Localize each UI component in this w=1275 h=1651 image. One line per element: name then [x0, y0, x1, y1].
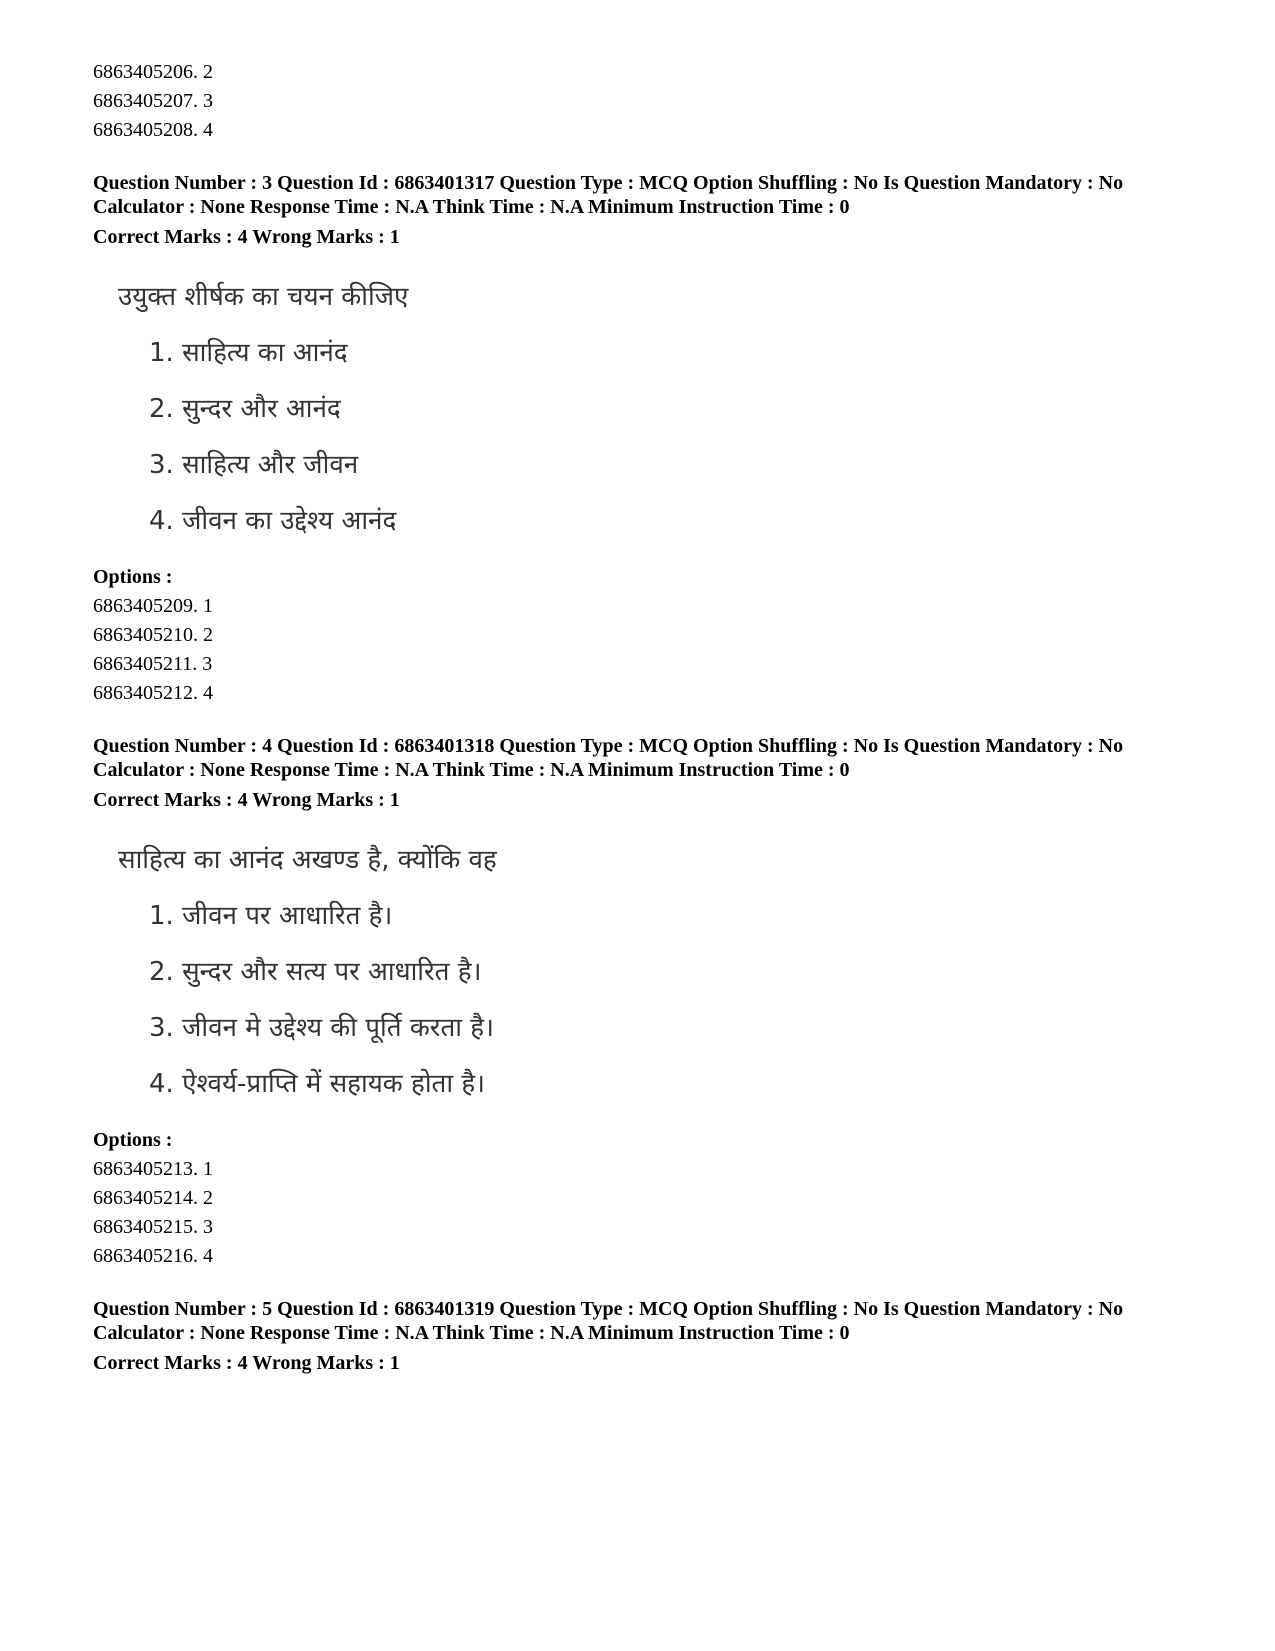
- choice-item: 4. ऐश्वर्य-प्राप्ति में सहायक होता है।: [149, 1069, 486, 1099]
- option-item: 6863405208. 4: [93, 119, 213, 141]
- question-content: [93, 279, 1203, 539]
- question-content: [93, 842, 1203, 1102]
- question-header-line2: Calculator : None Response Time : N.A Think Time : N.A Minimum Instruction Time : 0: [93, 1322, 850, 1344]
- document-page: [93, 58, 1203, 1377]
- choice-item: 1. साहित्य का आनंद: [149, 338, 348, 368]
- option-item: 6863405214. 2: [93, 1187, 213, 1209]
- choice-item: 2. सुन्दर और सत्य पर आधारित है।: [149, 957, 482, 987]
- choice-item: 1. जीवन पर आधारित है।: [149, 901, 393, 931]
- option-item: 6863405206. 2: [93, 61, 213, 83]
- question-header-line2: Calculator : None Response Time : N.A Think Time : N.A Minimum Instruction Time : 0: [93, 759, 850, 781]
- option-item: 6863405215. 3: [93, 1216, 213, 1238]
- question-stem: साहित्य का आनंद अखण्ड है, क्योंकि वह: [118, 845, 497, 875]
- question-header-line2: Calculator : None Response Time : N.A Think Time : N.A Minimum Instruction Time : 0: [93, 196, 850, 218]
- prev-options-list: [93, 58, 1203, 145]
- options-label: Options :: [93, 566, 173, 588]
- question-marks: Correct Marks : 4 Wrong Marks : 1: [93, 789, 400, 811]
- option-item: 6863405212. 4: [93, 682, 213, 704]
- option-item: 6863405207. 3: [93, 90, 213, 112]
- question-header-line1: Question Number : 4 Question Id : 6863401318 Question Type : MCQ Option Shuffling : No Is Question Mandatory : No: [93, 735, 1124, 757]
- question-header-line1: Question Number : 5 Question Id : 6863401319 Question Type : MCQ Option Shuffling : No Is Question Mandatory : No: [93, 1298, 1124, 1320]
- option-item: 6863405216. 4: [93, 1245, 213, 1267]
- choice-item: 3. जीवन मे उद्देश्य की पूर्ति करता है।: [149, 1013, 494, 1043]
- option-item: 6863405213. 1: [93, 1158, 213, 1180]
- choice-item: 2. सुन्दर और आनंद: [149, 394, 341, 424]
- question-marks: Correct Marks : 4 Wrong Marks : 1: [93, 1352, 400, 1374]
- option-item: 6863405210. 2: [93, 624, 213, 646]
- question-marks: Correct Marks : 4 Wrong Marks : 1: [93, 226, 400, 248]
- choice-item: 4. जीवन का उद्देश्य आनंद: [149, 506, 397, 536]
- question-stem: उयुक्त शीर्षक का चयन कीजिए: [118, 282, 409, 312]
- question-3: [93, 171, 1203, 708]
- question-header-line1: Question Number : 3 Question Id : 6863401317 Question Type : MCQ Option Shuffling : No Is Question Mandatory : No: [93, 172, 1124, 194]
- question-4: [93, 734, 1203, 1271]
- option-item: 6863405209. 1: [93, 595, 213, 617]
- question-5: [93, 1297, 1203, 1377]
- option-item: 6863405211. 3: [93, 653, 213, 675]
- options-label: Options :: [93, 1129, 173, 1151]
- choice-item: 3. साहित्य और जीवन: [149, 450, 359, 480]
